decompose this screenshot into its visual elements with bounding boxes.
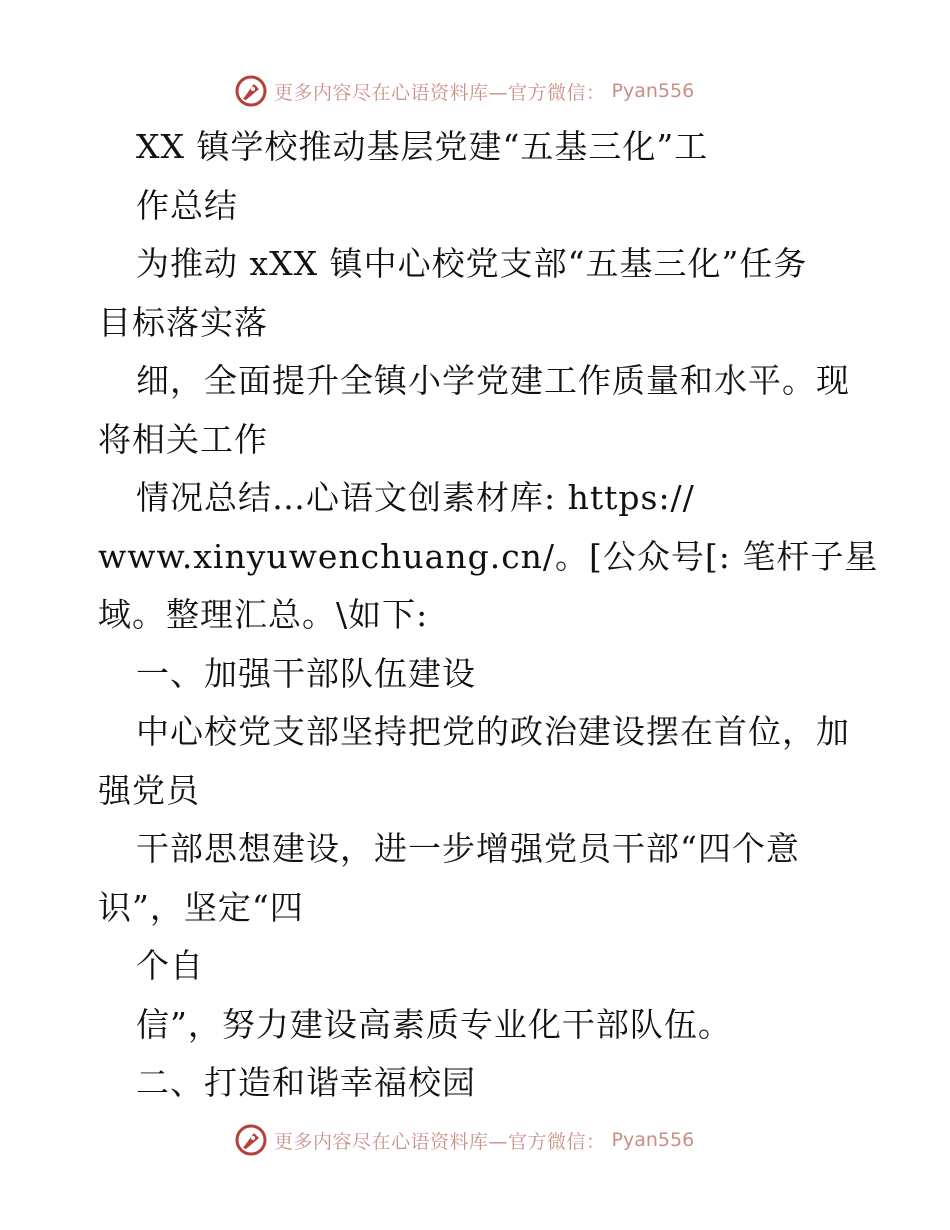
title-line-1: XX 镇学校推动基层党建“五基三化”工 <box>136 127 709 166</box>
paragraph-line: www.xinyuwenchuang.cn/。[公众号[: 笔杆子星 <box>98 536 879 576</box>
document-body <box>98 118 918 1113</box>
section-heading-1: 一、加强干部队伍建设 <box>136 653 476 693</box>
footer-banner-contact: Pyan556 <box>611 1129 695 1151</box>
header-banner-contact: Pyan556 <box>611 80 695 102</box>
header-banner <box>234 71 694 111</box>
paragraph-line: 干部思想建设，进一步增强党员干部“四个意 <box>136 829 800 868</box>
paragraph-line: 强党员 <box>98 770 200 810</box>
paragraph-line: 识”，坚定“四 <box>98 887 304 927</box>
paragraph-line: 中心校党支部坚持把党的政治建设摆在首位，加 <box>136 712 850 751</box>
header-banner-text: 更多内容尽在心语资料库—官方微信： <box>274 81 606 104</box>
pen-nib-logo-icon <box>234 1123 268 1157</box>
paragraph-line: 细，全面提升全镇小学党建工作质量和水平。现 <box>136 361 850 400</box>
paragraph-line: 将相关工作 <box>98 419 268 459</box>
paragraph-line: 个自 <box>136 946 204 985</box>
pen-nib-logo-icon <box>234 74 268 108</box>
paragraph-line: 目标落实落 <box>98 302 268 342</box>
footer-banner <box>234 1120 694 1160</box>
title-line-2: 作总结 <box>136 185 238 225</box>
section-heading-2: 二、打造和谐幸福校园 <box>136 1063 476 1102</box>
paragraph-line: 情况总结…心语文创素材库: https:// <box>136 478 695 517</box>
paragraph-line: 域。整理汇总。\如下: <box>98 595 429 634</box>
footer-banner-text: 更多内容尽在心语资料库—官方微信： <box>274 1130 606 1153</box>
paragraph-line: 为推动 xXX 镇中心校党支部“五基三化”任务 <box>136 244 808 283</box>
paragraph-line: 信”，努力建设高素质专业化干部队伍。 <box>136 1004 732 1044</box>
